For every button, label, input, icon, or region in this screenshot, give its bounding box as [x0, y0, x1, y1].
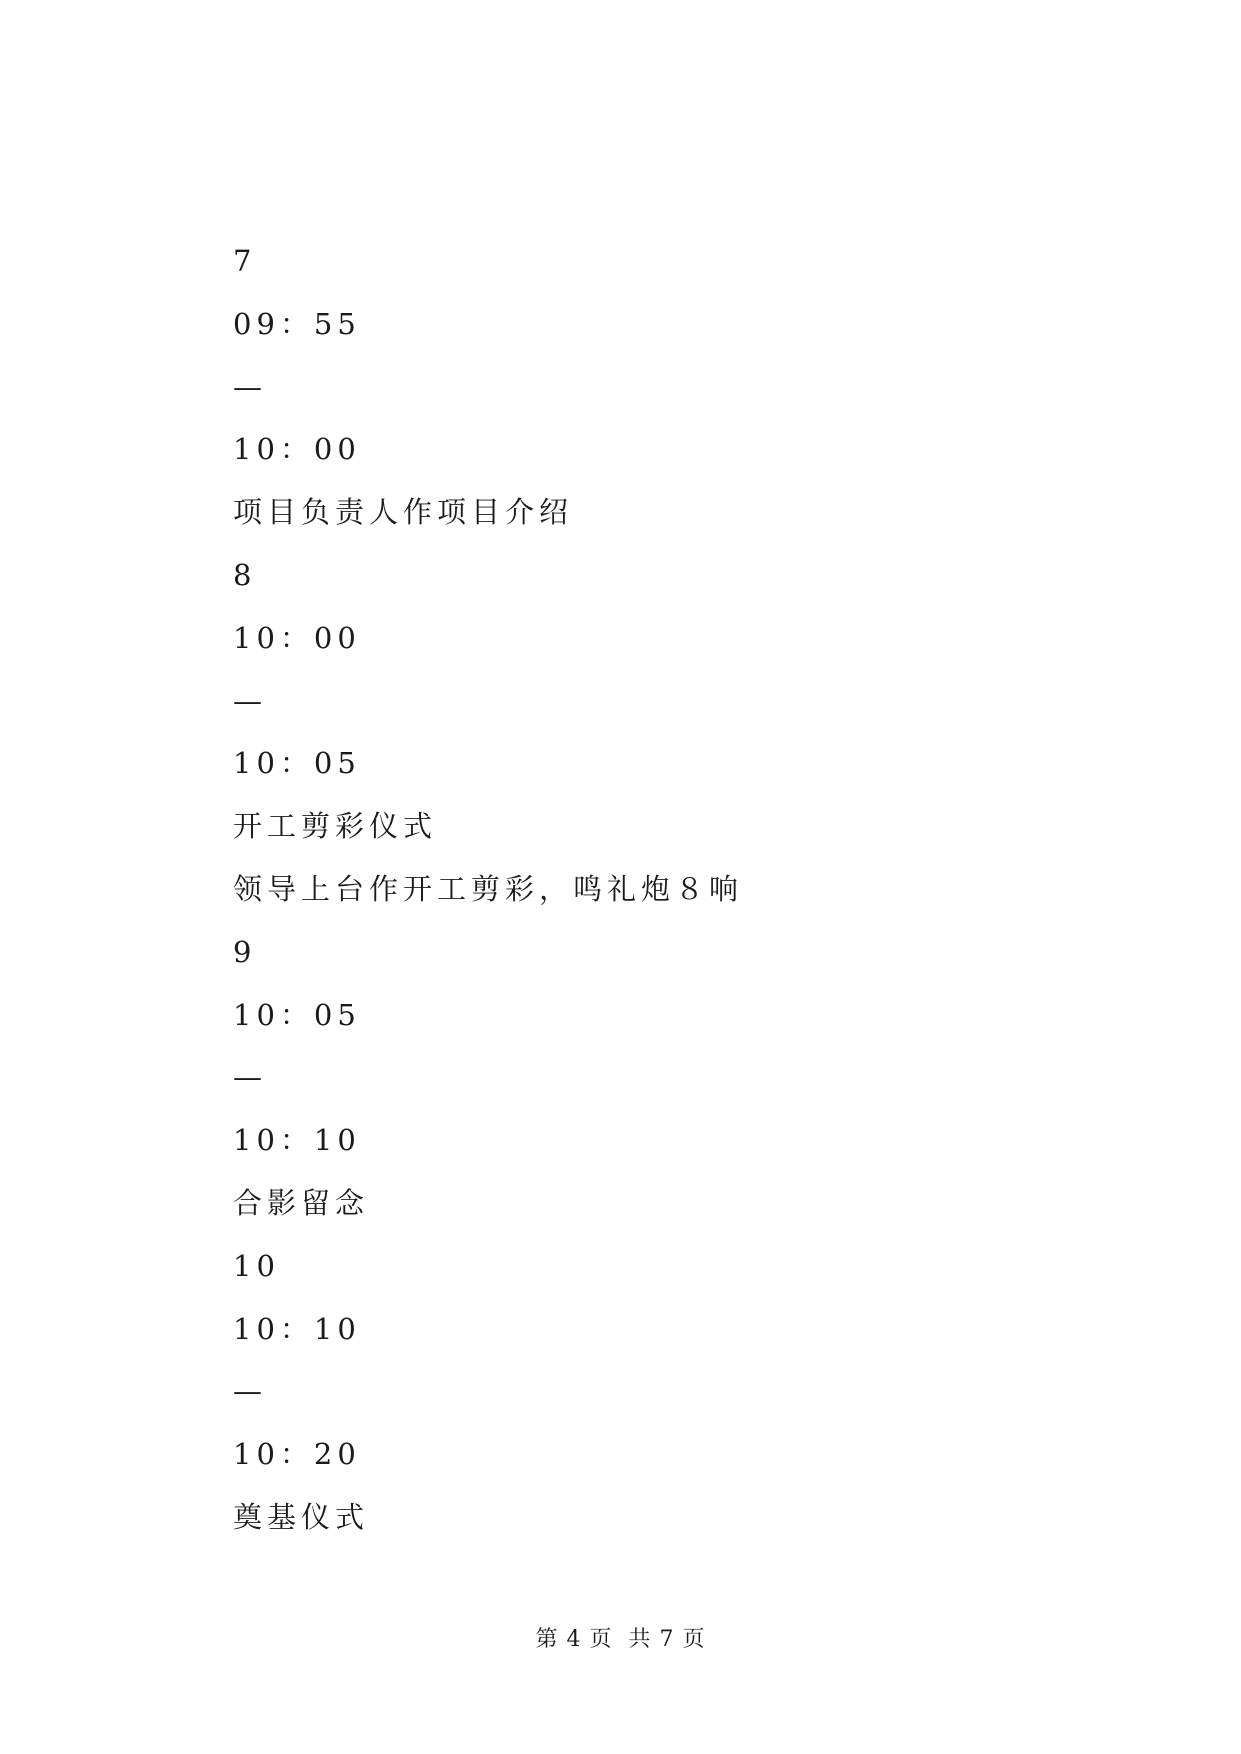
end-time: 10：10 [233, 1123, 361, 1158]
item-number: 9 [233, 934, 257, 969]
item-number: 10 [233, 1248, 280, 1283]
agenda-item: 项目负责人作项目介绍 [233, 495, 574, 530]
start-time: 10：05 [233, 997, 361, 1032]
agenda-item: 合影留念 [233, 1185, 370, 1220]
page-footer [0, 1622, 1241, 1653]
end-time: 10：05 [233, 746, 361, 781]
start-time: 10：00 [233, 620, 361, 655]
end-time: 10：00 [233, 432, 361, 467]
document-body [233, 230, 1033, 1549]
time-separator: — [233, 683, 262, 718]
page-number: 第 4 页 共 7 页 [535, 1627, 706, 1652]
end-time: 10：20 [233, 1437, 361, 1472]
item-number: 7 [233, 244, 257, 278]
start-time: 09：55 [233, 306, 361, 341]
start-time: 10：10 [233, 1311, 361, 1346]
agenda-item: 开工剪彩仪式 [233, 809, 438, 844]
agenda-item: 奠基仪式 [233, 1499, 370, 1534]
agenda-note: 领导上台作开工剪彩，鸣礼炮８响 [233, 871, 744, 906]
time-separator: — [233, 369, 262, 404]
time-separator: — [233, 1374, 262, 1409]
time-separator: — [233, 1060, 262, 1095]
item-number: 8 [233, 557, 257, 592]
